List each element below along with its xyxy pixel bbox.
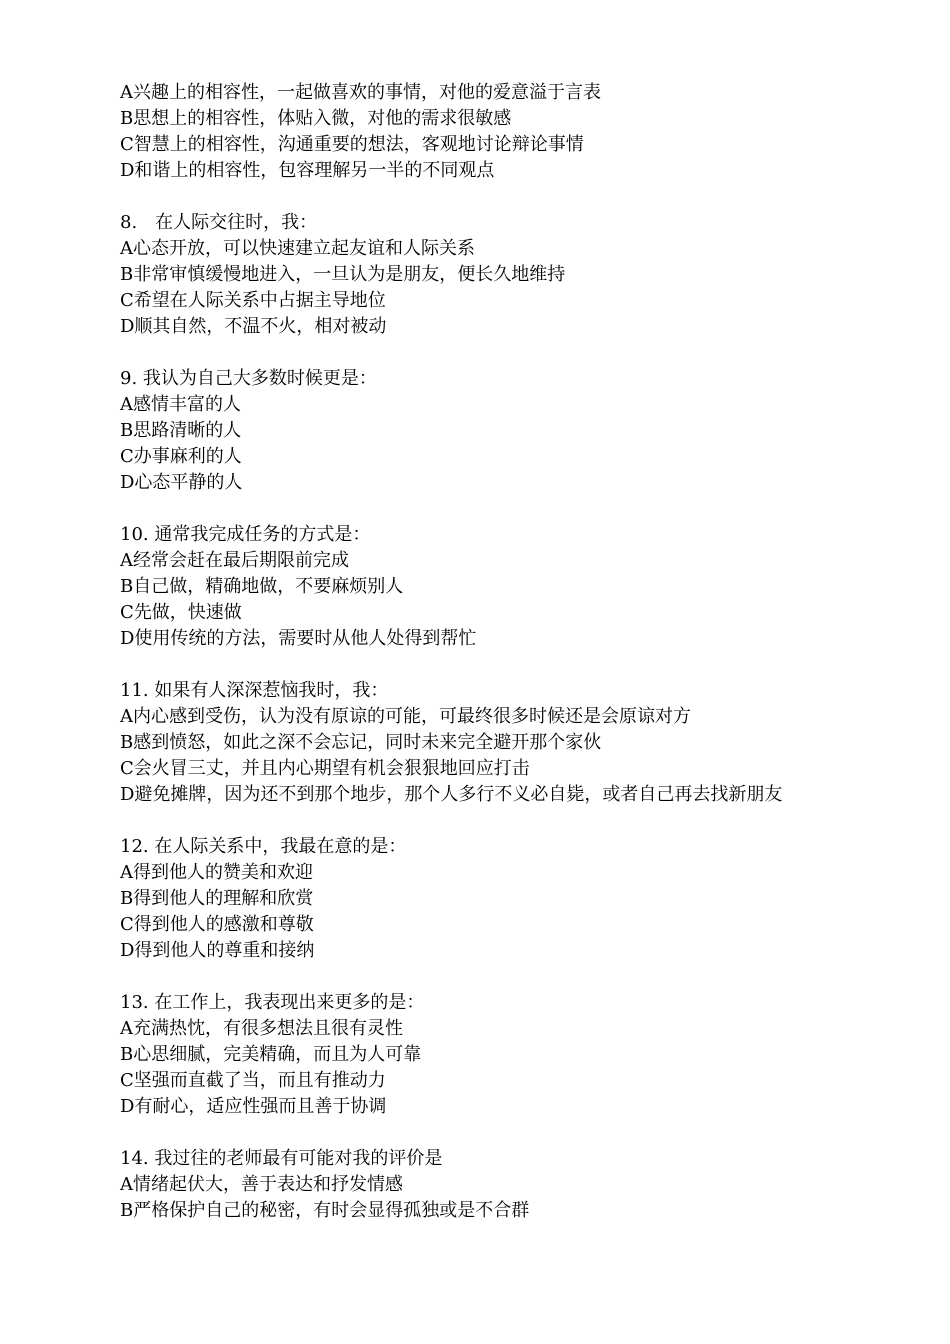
option-d: D得到他人的尊重和接纳 <box>120 940 315 961</box>
option-c: C会火冒三丈，并且内心期望有机会狠狠地回应打击 <box>120 758 530 779</box>
option-b: B严格保护自己的秘密，有时会显得孤独或是不合群 <box>120 1200 530 1221</box>
question-block-13 <box>120 990 820 1120</box>
option-d: D避免摊牌，因为还不到那个地步，那个人多行不义必自毙，或者自己再去找新朋友 <box>120 784 783 805</box>
question-text: 8. 在人际交往时，我： <box>120 212 318 233</box>
question-block-11 <box>120 678 820 808</box>
document-page <box>120 80 820 1250</box>
option-c: C智慧上的相容性，沟通重要的想法，客观地讨论辩论事情 <box>120 134 584 155</box>
question-text: 10. 通常我完成任务的方式是： <box>120 524 371 545</box>
option-c: C办事麻利的人 <box>120 446 242 467</box>
option-a: A充满热忱，有很多想法且很有灵性 <box>120 1018 403 1039</box>
question-block-12 <box>120 834 820 964</box>
question-block-14 <box>120 1146 820 1224</box>
question-block-10 <box>120 522 820 652</box>
option-b: B得到他人的理解和欣赏 <box>120 888 314 909</box>
option-d: D使用传统的方法，需要时从他人处得到帮忙 <box>120 628 477 649</box>
option-b: B思路清晰的人 <box>120 420 242 441</box>
question-text: 14. 我过往的老师最有可能对我的评价是 <box>120 1148 443 1169</box>
question-block-8 <box>120 210 820 340</box>
option-b: B感到愤怒，如此之深不会忘记，同时未来完全避开那个家伙 <box>120 732 602 753</box>
option-a: A内心感到受伤，认为没有原谅的可能，可最终很多时候还是会原谅对方 <box>120 706 691 727</box>
option-d: D顺其自然，不温不火，相对被动 <box>120 316 387 337</box>
option-a: A感情丰富的人 <box>120 394 241 415</box>
option-d: D心态平静的人 <box>120 472 243 493</box>
question-text: 11. 如果有人深深惹恼我时，我： <box>120 680 389 701</box>
option-a: A情绪起伏大，善于表达和抒发情感 <box>120 1174 403 1195</box>
option-b: B自己做，精确地做，不要麻烦别人 <box>120 576 404 597</box>
option-a: A得到他人的赞美和欢迎 <box>120 862 313 883</box>
question-text: 12. 在人际关系中，我最在意的是： <box>120 836 407 857</box>
option-c: C得到他人的感激和尊敬 <box>120 914 314 935</box>
question-text: 13. 在工作上，我表现出来更多的是： <box>120 992 425 1013</box>
question-block-9 <box>120 366 820 496</box>
option-c: C坚强而直截了当，而且有推动力 <box>120 1070 386 1091</box>
option-b: B非常审慎缓慢地进入，一旦认为是朋友，便长久地维持 <box>120 264 566 285</box>
option-a: A心态开放，可以快速建立起友谊和人际关系 <box>120 238 475 259</box>
option-b: B思想上的相容性，体贴入微，对他的需求很敏感 <box>120 108 512 129</box>
option-c: C希望在人际关系中占据主导地位 <box>120 290 386 311</box>
option-a: A经常会赶在最后期限前完成 <box>120 550 349 571</box>
option-b: B心思细腻，完美精确，而且为人可靠 <box>120 1044 422 1065</box>
option-c: C先做，快速做 <box>120 602 242 623</box>
option-d: D和谐上的相容性，包容理解另一半的不同观点 <box>120 160 495 181</box>
option-d: D有耐心，适应性强而且善于协调 <box>120 1096 387 1117</box>
question-block-7-tail <box>120 80 820 184</box>
option-a: A兴趣上的相容性，一起做喜欢的事情，对他的爱意溢于言表 <box>120 82 601 103</box>
question-text: 9. 我认为自己大多数时候更是： <box>120 368 377 389</box>
